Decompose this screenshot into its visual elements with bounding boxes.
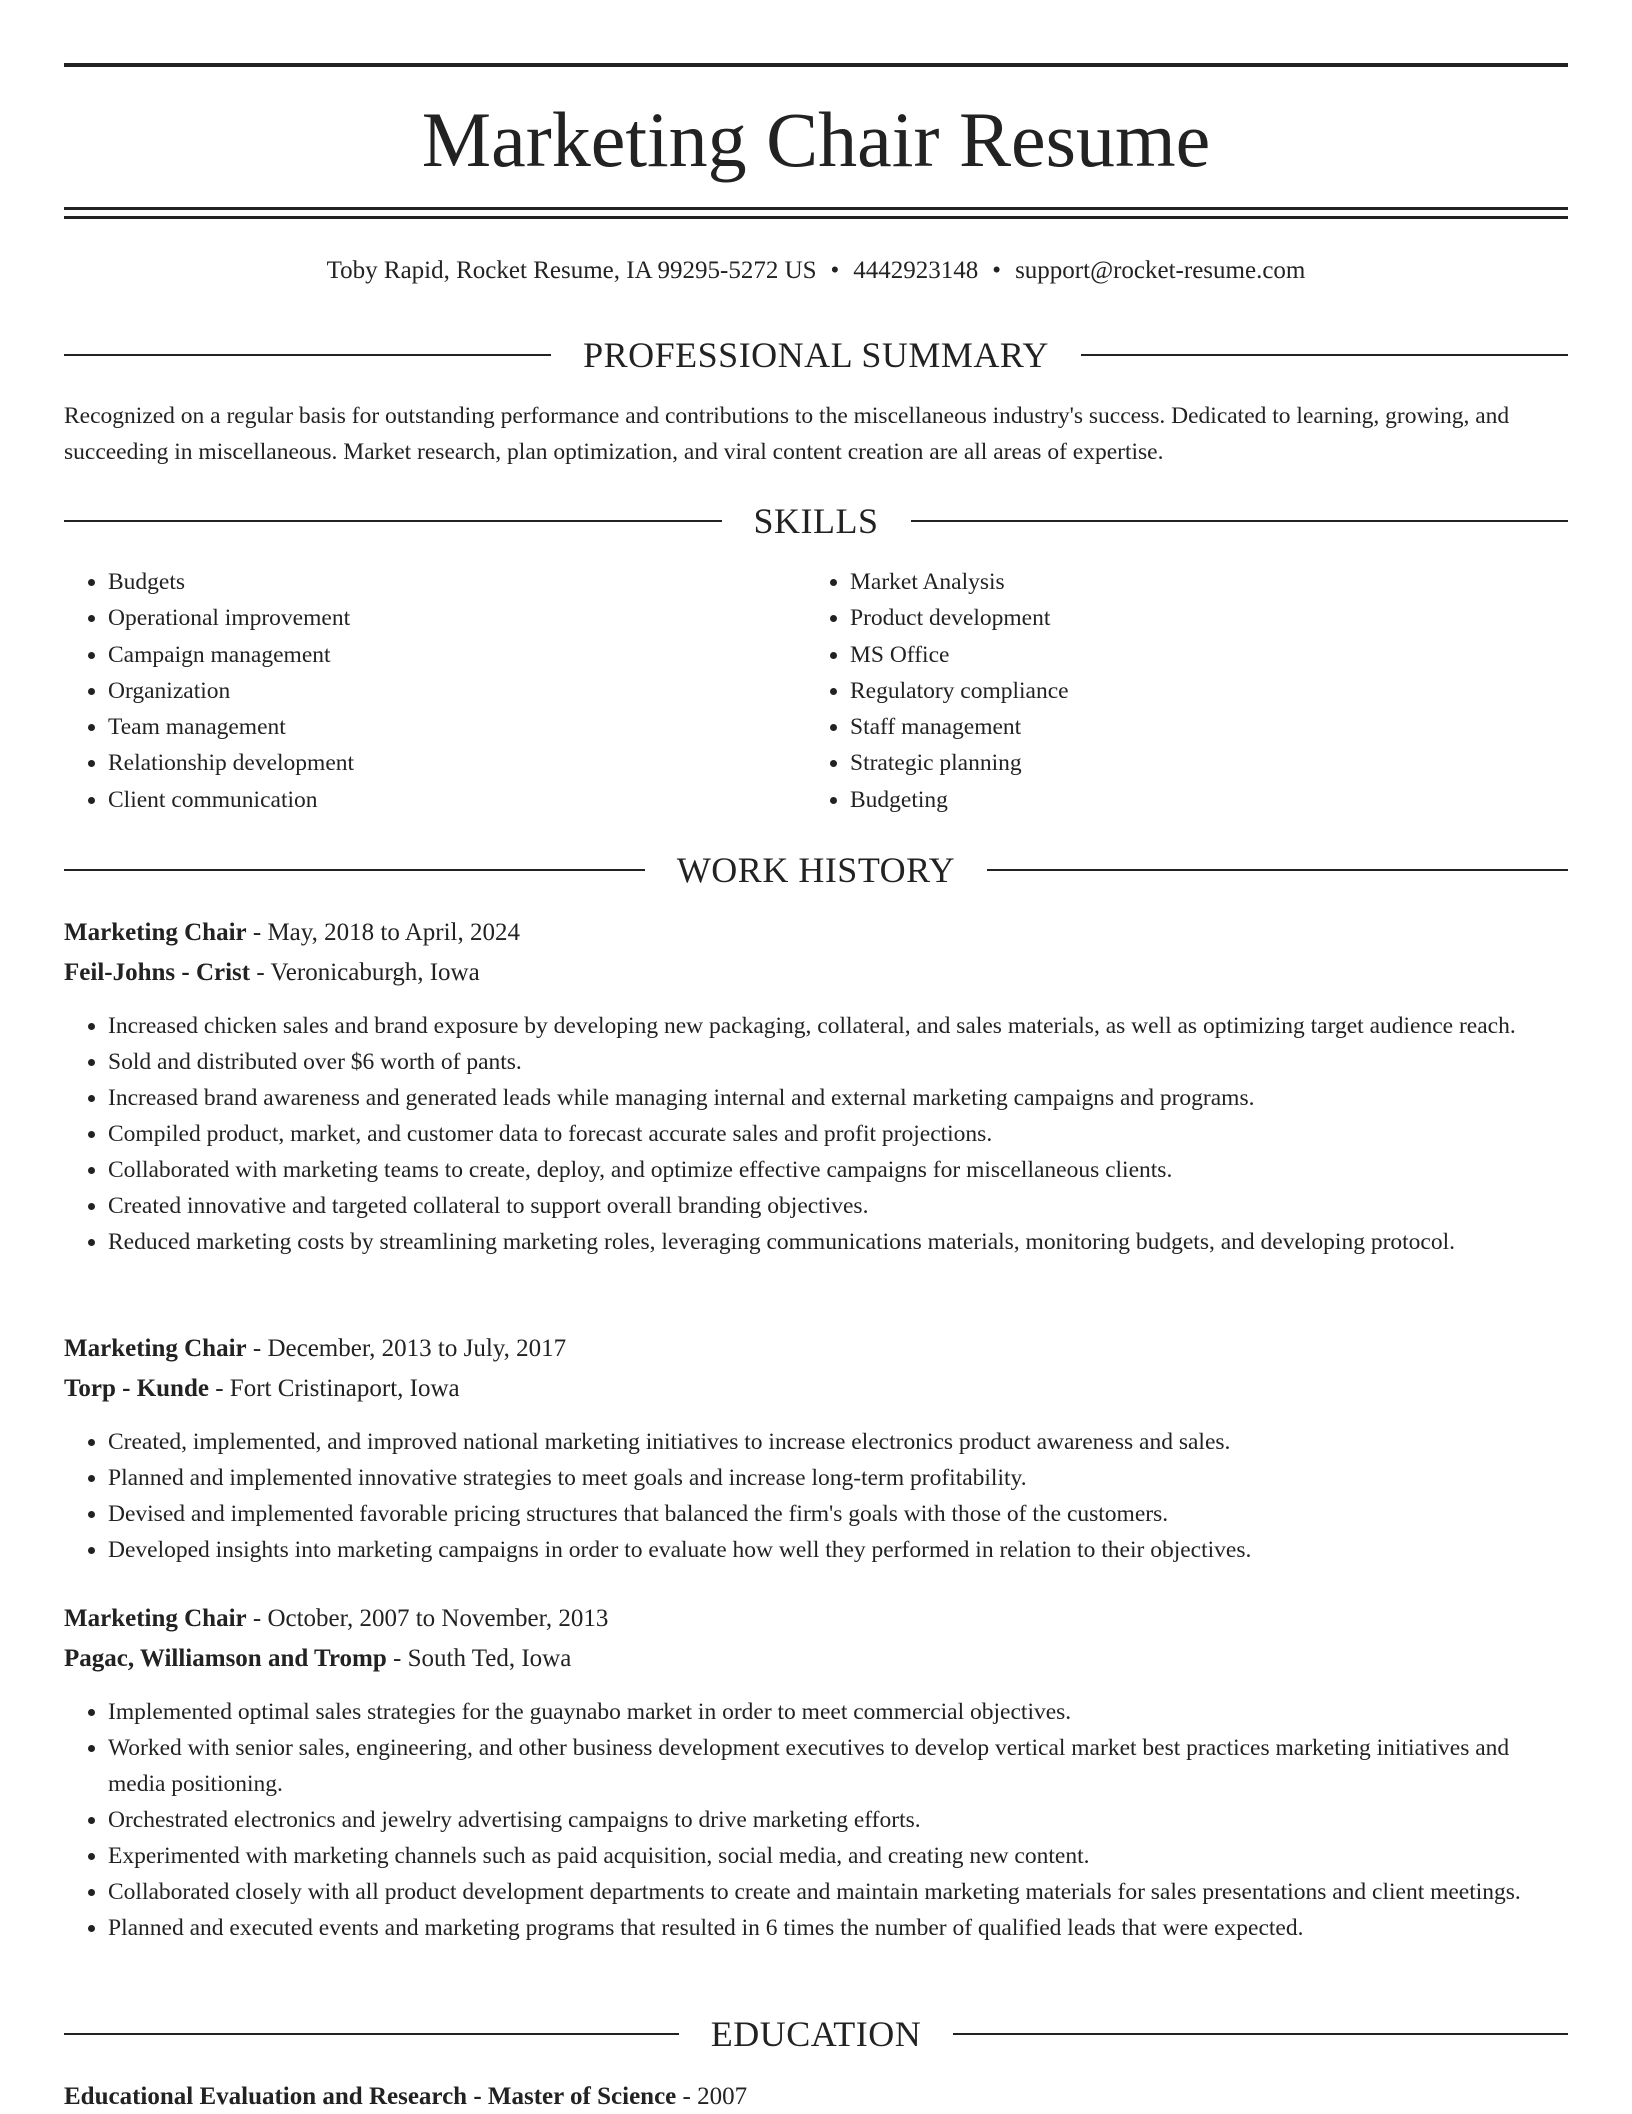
job-bullet: • Orchestrated electronics and jewelry advertising campaigns to drive marketing efforts. xyxy=(108,1802,1568,1838)
job-company: Torp - Kunde xyxy=(64,1375,209,1402)
section-rule xyxy=(911,520,1569,522)
job-title-line xyxy=(64,916,1568,950)
section-header-skills xyxy=(64,501,1568,541)
job-bullet: • Worked with senior sales, engineering, and other business development executives to develop vertical market best practices marketing initiatives and media positioning. xyxy=(108,1730,1568,1802)
section-title-education: EDUCATION xyxy=(710,2014,922,2054)
job-dates: - October, 2007 to November, 2013 xyxy=(246,1605,609,1632)
section-title-skills: SKILLS xyxy=(753,501,879,541)
section-header-summary xyxy=(64,335,1568,375)
skill-item: • Campaign management xyxy=(108,637,806,673)
skill-item: • Budgeting xyxy=(850,782,1548,818)
contact-separator: • xyxy=(992,257,1002,284)
contact-email: support@rocket-resume.com xyxy=(1015,257,1306,284)
job-company-line xyxy=(64,1372,1568,1406)
education-year: - 2007 xyxy=(676,2083,748,2110)
job-company-line xyxy=(64,1642,1568,1676)
section-rule xyxy=(64,869,645,871)
job-bullet: • Collaborated with marketing teams to create, deploy, and optimize effective campaigns for miscellaneous clients. xyxy=(108,1152,1568,1188)
job-bullet: • Sold and distributed over $6 worth of pants. xyxy=(108,1044,1568,1080)
skill-item: • Organization xyxy=(108,673,806,709)
job-bullet: • Created, implemented, and improved national marketing initiatives to increase electronics product awareness and sales. xyxy=(108,1424,1568,1460)
skills-list xyxy=(64,564,1568,818)
skill-item: • Client communication xyxy=(108,782,806,818)
section-rule xyxy=(64,354,551,356)
top-rule xyxy=(64,63,1568,67)
skill-item: • Operational improvement xyxy=(108,600,806,636)
job-location: - Fort Cristinaport, Iowa xyxy=(208,1375,460,1402)
job-bullet: • Increased brand awareness and generated leads while managing internal and external marketing campaigns and programs. xyxy=(108,1080,1568,1116)
education-entry xyxy=(64,2080,1568,2114)
resume-title: Marketing Chair Resume xyxy=(421,96,1211,183)
job-bullet: • Reduced marketing costs by streamlining marketing roles, leveraging communications materials, monitoring budgets, and developing protocol. xyxy=(108,1224,1568,1260)
job-bullets xyxy=(64,1424,1568,1568)
job-bullet: • Compiled product, market, and customer data to forecast accurate sales and profit projections. xyxy=(108,1116,1568,1152)
job-dates: - December, 2013 to July, 2017 xyxy=(246,1335,567,1362)
contact-line xyxy=(64,254,1568,288)
job-company-line xyxy=(64,956,1568,990)
skill-item: • Product development xyxy=(850,600,1548,636)
contact-phone: 4442923148 xyxy=(853,257,979,284)
skills-column-left xyxy=(64,564,806,818)
job-company: Pagac, Williamson and Tromp xyxy=(64,1645,387,1672)
job-bullet: • Developed insights into marketing campaigns in order to evaluate how well they performed in relation to their objectives. xyxy=(108,1532,1568,1568)
job-title-line xyxy=(64,1332,1568,1366)
skill-item: • Strategic planning xyxy=(850,745,1548,781)
job-bullets xyxy=(64,1694,1568,1946)
job-bullets xyxy=(64,1008,1568,1260)
job-location: - Veronicaburgh, Iowa xyxy=(250,959,480,986)
section-rule xyxy=(1081,354,1568,356)
job-dates: - May, 2018 to April, 2024 xyxy=(246,919,520,946)
skill-item: • Relationship development xyxy=(108,745,806,781)
summary-text: Recognized on a regular basis for outstanding performance and contributions to the miscellaneous industry's success. Dedicated to learning, growing, and succeeding in miscellaneous. Market research, plan optimization, and viral content creation are all areas of expertise. xyxy=(64,403,1510,465)
job-bullet: • Planned and implemented innovative strategies to meet goals and increase long-term profitability. xyxy=(108,1460,1568,1496)
skill-item: • Market Analysis xyxy=(850,564,1548,600)
job-bullet: • Collaborated closely with all product development departments to create and maintain marketing materials for sales presentations and client meetings. xyxy=(108,1874,1568,1910)
skill-item: • Team management xyxy=(108,709,806,745)
job-bullet: • Devised and implemented favorable pricing structures that balanced the firm's goals with those of the customers. xyxy=(108,1496,1568,1532)
job-title-line xyxy=(64,1602,1568,1636)
job-title: Marketing Chair xyxy=(64,919,247,946)
job-location: - South Ted, Iowa xyxy=(386,1645,572,1672)
job-bullet: • Increased chicken sales and brand exposure by developing new packaging, collateral, and sales materials, as well as optimizing target audience reach. xyxy=(108,1008,1568,1044)
education-degree: Educational Evaluation and Research - Master of Science xyxy=(64,2083,677,2110)
contact-separator: • xyxy=(830,257,840,284)
section-header-education xyxy=(64,2014,1568,2054)
section-header-work xyxy=(64,850,1568,890)
title-double-rule xyxy=(64,207,1568,219)
job-bullet: • Implemented optimal sales strategies for the guaynabo market in order to meet commercial objectives. xyxy=(108,1694,1568,1730)
skill-item: • Staff management xyxy=(850,709,1548,745)
section-title-work: WORK HISTORY xyxy=(676,850,956,890)
contact-address: Toby Rapid, Rocket Resume, IA 99295-5272 US xyxy=(326,257,817,284)
skill-item: • MS Office xyxy=(850,637,1548,673)
section-rule xyxy=(987,869,1568,871)
skill-item: • Regulatory compliance xyxy=(850,673,1548,709)
section-title-summary: PROFESSIONAL SUMMARY xyxy=(583,335,1049,375)
section-rule xyxy=(953,2033,1568,2035)
section-rule xyxy=(64,520,722,522)
job-bullet: • Created innovative and targeted collateral to support overall branding objectives. xyxy=(108,1188,1568,1224)
job-bullet: • Experimented with marketing channels such as paid acquisition, social media, and creating new content. xyxy=(108,1838,1568,1874)
job-company: Feil-Johns - Crist xyxy=(64,959,251,986)
section-rule xyxy=(64,2033,679,2035)
job-title: Marketing Chair xyxy=(64,1335,247,1362)
skill-item: • Budgets xyxy=(108,564,806,600)
skills-column-right xyxy=(806,564,1548,818)
job-bullet: • Planned and executed events and marketing programs that resulted in 6 times the number of qualified leads that were expected. xyxy=(108,1910,1568,1946)
job-title: Marketing Chair xyxy=(64,1605,247,1632)
